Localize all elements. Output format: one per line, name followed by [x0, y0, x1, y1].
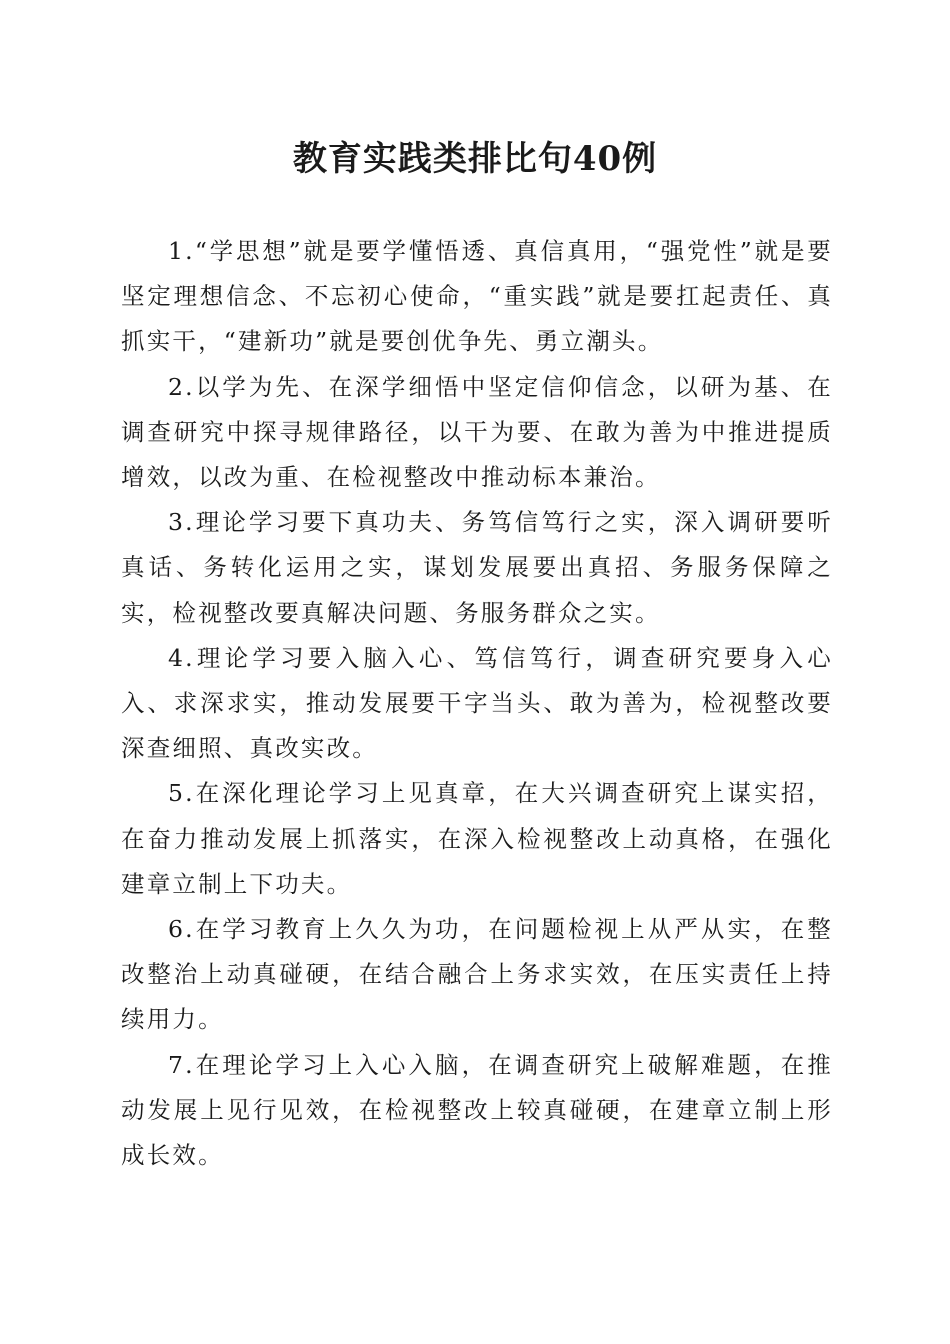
paragraph-6: 6.在学习教育上久久为功，在问题检视上从严从实，在整改整治上动真碰硬，在结合融合上务求实效，在压实责任上持续用力。 [121, 915, 833, 1034]
paragraph-1: 1.“学思想”就是要学懂悟透、真信真用，“强党性”就是要坚定理想信念、不忘初心使命，“重实践”就是要扛起责任、真抓实干，“建新功”就是要创优争先、勇立潮头。 [121, 237, 833, 356]
paragraph-3: 3.理论学习要下真功夫、务笃信笃行之实，深入调研要听真话、务转化运用之实，谋划发展要出真招、务服务保障之实，检视整改要真解决问题、务服务群众之实。 [121, 508, 833, 627]
paragraph-5: 5.在深化理论学习上见真章，在大兴调查研究上谋实招，在奋力推动发展上抓落实，在深入检视整改上动真格，在强化建章立制上下功夫。 [121, 779, 833, 898]
document-body [121, 229, 833, 1178]
paragraph-2: 2.以学为先、在深学细悟中坚定信仰信念，以研为基、在调查研究中探寻规律路径，以干为要、在敢为善为中推进提质增效，以改为重、在检视整改中推动标本兼治。 [121, 372, 833, 492]
paragraph-4: 4.理论学习要入脑入心、笃信笃行，调查研究要身入心入、求深求实，推动发展要干字当头、敢为善为，检视整改要深查细照、真改实改。 [121, 643, 833, 763]
document-title: 教育实践类排比句40例 [292, 139, 658, 179]
paragraph-7: 7.在理论学习上入心入脑，在调查研究上破解难题，在推动发展上见行见效，在检视整改上较真碰硬，在建章立制上形成长效。 [121, 1050, 833, 1170]
